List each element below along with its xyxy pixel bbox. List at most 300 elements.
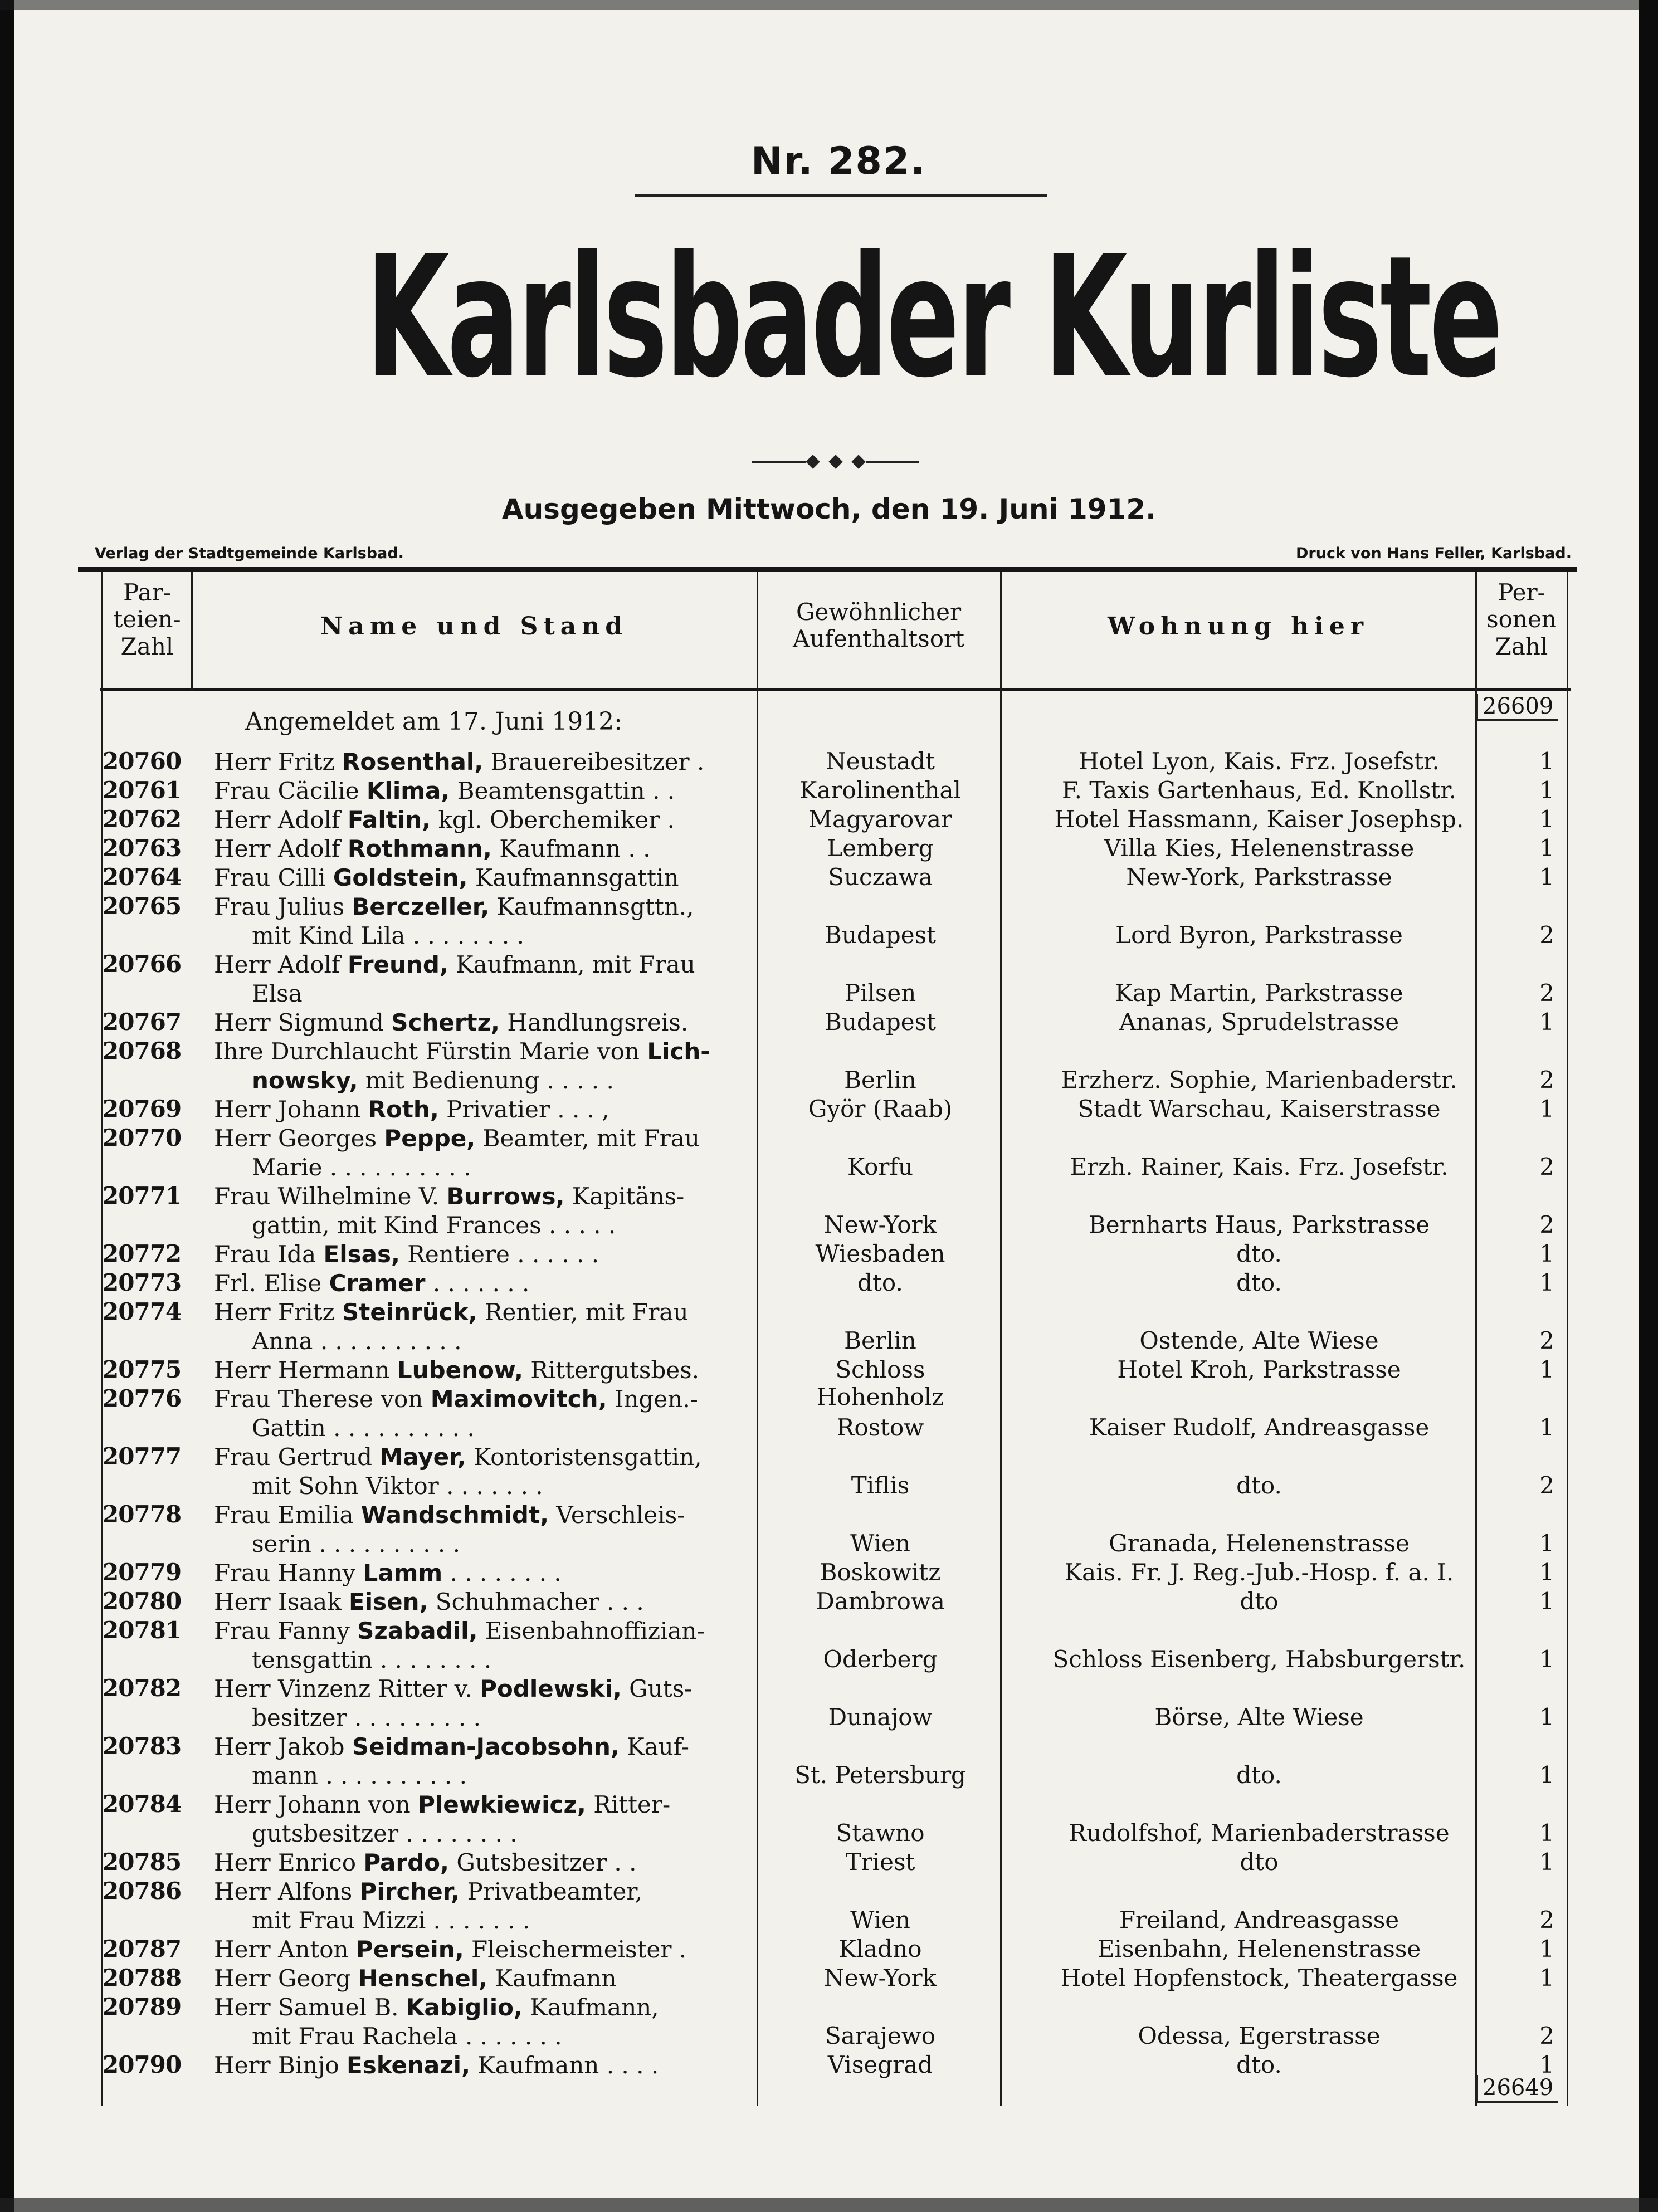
party-number: 20773 — [103, 1269, 182, 1296]
header-persons-l2: sonen — [1486, 606, 1557, 633]
party-number: 20786 — [103, 1877, 182, 1905]
home-town: dto. — [857, 1269, 903, 1296]
guest-name-line — [214, 979, 754, 1008]
party-number: 20774 — [103, 1298, 182, 1325]
residence: dto. — [1236, 1269, 1282, 1296]
guest-name — [214, 1008, 754, 1037]
person-count: 1 — [1539, 1095, 1554, 1122]
guest-surname: Berczeller, — [352, 893, 490, 920]
column-rule — [1000, 572, 1002, 2106]
person-count: 1 — [1539, 1761, 1554, 1789]
person-count: 1 — [1539, 2051, 1554, 2078]
guest-name-part: Herr Hermann — [214, 1356, 397, 1384]
person-count: 2 — [1539, 921, 1554, 949]
guest-name-line — [214, 1877, 754, 1906]
guest-name-part: Fleischermeister . — [464, 1936, 687, 1963]
guest-surname: Klima, — [366, 777, 450, 804]
guest-name-line — [214, 1588, 754, 1617]
header-residence: Wohnung hier — [1107, 612, 1369, 641]
guest-name-part: serin . . . . . . . . . . — [252, 1530, 460, 1557]
guest-name-part: Rittergutsbes. — [523, 1356, 700, 1384]
person-count: 1 — [1539, 1240, 1554, 1267]
guest-name-part: . . . . . . . . — [442, 1559, 562, 1586]
guest-surname: Pardo, — [363, 1849, 449, 1876]
guest-name-part: Brauereibesitzer . — [483, 748, 705, 775]
guest-name — [214, 1790, 754, 1848]
guest-name-line — [214, 1414, 754, 1443]
person-count: 2 — [1539, 2022, 1554, 2049]
grand-total: 26649 — [1476, 2075, 1558, 2103]
guest-name-part: Frau Cilli — [214, 864, 333, 891]
guest-surname: Elsas, — [323, 1241, 400, 1268]
table-top-rule — [78, 567, 1577, 572]
guest-name-part: mann . . . . . . . . . . — [252, 1762, 467, 1789]
guest-name-line — [214, 1645, 754, 1674]
guest-name-part: Herr Alfons — [214, 1878, 360, 1905]
guest-surname: Mayer, — [379, 1443, 466, 1471]
person-count: 1 — [1539, 777, 1554, 804]
guest-name-part: Frau Cäcilie — [214, 777, 367, 804]
guest-name-part: Herr Jakob — [214, 1733, 352, 1760]
party-number: 20784 — [103, 1790, 182, 1818]
party-number: 20777 — [103, 1443, 182, 1470]
home-town: St. Petersburg — [794, 1761, 966, 1789]
guest-surname: Burrows, — [446, 1183, 565, 1210]
guest-name-line — [214, 748, 754, 777]
guest-name-line — [214, 1761, 754, 1790]
guest-name-part: Kaufmann, mit Frau — [448, 951, 695, 978]
person-count: 1 — [1539, 805, 1554, 833]
person-count: 1 — [1539, 1414, 1554, 1441]
guest-name-line — [214, 1703, 754, 1732]
guest-name-line — [214, 834, 754, 863]
header-origin — [759, 599, 998, 653]
person-count: 1 — [1539, 1269, 1554, 1296]
guest-name-part: gutsbesitzer . . . . . . . . — [252, 1820, 518, 1847]
guest-name-part: Frau Ida — [214, 1241, 324, 1268]
header-name: Name und Stand — [320, 612, 628, 641]
guest-surname: Lubenow, — [397, 1356, 523, 1384]
guest-name — [214, 950, 754, 1008]
masthead-ornament — [752, 460, 919, 463]
guest-name-part: Frau Gertrud — [214, 1443, 380, 1471]
guest-surname: Lamm — [363, 1559, 443, 1586]
guest-name-part: Gutsbesitzer . . — [448, 1849, 637, 1876]
guest-name-part: tensgattin . . . . . . . . — [252, 1646, 492, 1673]
person-count: 1 — [1539, 1935, 1554, 1962]
home-town: Pilsen — [844, 979, 916, 1007]
party-number: 20769 — [103, 1095, 182, 1122]
guest-name — [214, 1124, 754, 1182]
guest-name-line — [214, 1964, 754, 1993]
home-town: Karolinenthal — [799, 777, 961, 804]
guest-surname: Wandschmidt, — [360, 1501, 549, 1529]
residence: New-York, Parkstrasse — [1126, 863, 1392, 891]
guest-surname: Freund, — [347, 951, 448, 978]
guest-name-part: Eisenbahnoffizian- — [477, 1617, 705, 1644]
guest-name — [214, 1617, 754, 1674]
party-number: 20766 — [103, 950, 182, 978]
person-count: 1 — [1539, 1848, 1554, 1876]
party-number: 20775 — [103, 1356, 182, 1383]
guest-name-line — [214, 1240, 754, 1269]
person-count: 1 — [1539, 1008, 1554, 1036]
guest-surname: Eisen, — [349, 1588, 428, 1615]
scan-edge-right — [1639, 0, 1658, 2212]
guest-name-line — [214, 1501, 754, 1530]
guest-name — [214, 2051, 754, 2080]
party-number: 20787 — [103, 1935, 182, 1962]
party-number: 20781 — [103, 1617, 182, 1644]
scan-edge-bottom — [0, 2198, 1658, 2212]
header-persons-l1: Per- — [1498, 579, 1545, 606]
guest-surname: Henschel, — [358, 1965, 488, 1992]
ornament-diamond — [828, 455, 842, 468]
home-town: Sarajewo — [825, 2022, 936, 2049]
party-number: 20762 — [103, 805, 182, 833]
guest-name — [214, 1269, 754, 1298]
guest-name — [214, 1443, 754, 1501]
residence: Villa Kies, Helenenstrasse — [1104, 834, 1415, 862]
party-number: 20790 — [103, 2051, 182, 2078]
guest-name-part: Ritter- — [586, 1791, 671, 1818]
guest-name-part: Kaufmannsgattin — [467, 864, 679, 891]
ornament-diamond — [806, 455, 820, 468]
residence: Börse, Alte Wiese — [1154, 1703, 1364, 1731]
residence: F. Taxis Gartenhaus, Ed. Knollstr. — [1061, 777, 1457, 804]
residence: Ananas, Sprudelstrasse — [1119, 1008, 1399, 1036]
person-count: 1 — [1539, 748, 1554, 775]
home-town: Magyarovar — [808, 805, 952, 833]
residence: Eisenbahn, Helenenstrasse — [1097, 1935, 1421, 1962]
party-number: 20771 — [103, 1182, 182, 1209]
carry-forward-total: 26609 — [1476, 694, 1558, 721]
residence: Erzh. Rainer, Kais. Frz. Josefstr. — [1070, 1153, 1449, 1180]
guest-name-part: Herr Johann von — [214, 1791, 418, 1818]
guest-name — [214, 1559, 754, 1588]
party-number: 20778 — [103, 1501, 182, 1528]
guest-surname: Persein, — [355, 1936, 464, 1963]
guest-name-part: Herr Anton — [214, 1936, 356, 1963]
guest-name — [214, 1385, 754, 1443]
guest-surname: Peppe, — [384, 1125, 476, 1152]
person-count: 2 — [1539, 1472, 1554, 1499]
header-party-count — [104, 579, 191, 660]
guest-surname: Rosenthal, — [342, 748, 484, 775]
guest-name-part: Kauf- — [619, 1733, 689, 1760]
residence: dto. — [1236, 1761, 1282, 1789]
party-number: 20782 — [103, 1674, 182, 1702]
header-origin-l2: Aufenthaltsort — [793, 625, 964, 653]
guest-name-line — [214, 1443, 754, 1472]
guest-name-line — [214, 1472, 754, 1501]
guest-name-line — [214, 2051, 754, 2080]
residence: Rudolfshof, Marienbaderstrasse — [1069, 1819, 1450, 1847]
home-town: Boskowitz — [820, 1559, 941, 1586]
party-number: 20770 — [103, 1124, 182, 1151]
guest-name-line — [214, 777, 754, 805]
person-count: 1 — [1539, 1819, 1554, 1847]
home-town: Oderberg — [823, 1645, 938, 1673]
guest-name-part: Kaufmann . . — [491, 835, 651, 862]
guest-surname: nowsky, — [252, 1067, 358, 1094]
residence: Kap Martin, Parkstrasse — [1115, 979, 1403, 1007]
guest-name — [214, 1501, 754, 1559]
guest-name-part: mit Bedienung . . . . . — [358, 1067, 614, 1094]
home-town: Budapest — [824, 1008, 936, 1036]
header-party-l3: Zahl — [120, 632, 174, 660]
guest-name-line — [214, 950, 754, 979]
person-count: 1 — [1539, 1703, 1554, 1731]
guest-name-line — [214, 1674, 754, 1703]
issue-rule — [635, 194, 1047, 197]
ornament-diamond — [851, 455, 865, 468]
guest-name — [214, 805, 754, 834]
guest-name-part: Herr Fritz — [214, 1298, 342, 1326]
residence: Kais. Fr. J. Reg.-Jub.-Hosp. f. a. I. — [1064, 1559, 1454, 1586]
guest-surname: Maximovitch, — [430, 1385, 607, 1413]
home-town: Budapest — [824, 921, 936, 949]
guest-name-part: Marie . . . . . . . . . . — [252, 1154, 471, 1181]
guest-name — [214, 1182, 754, 1240]
guest-name-line — [214, 1298, 754, 1327]
guest-name-part: . . . . . . . — [425, 1269, 530, 1297]
guest-name-part: Herr Isaak — [214, 1588, 349, 1615]
guest-name-part: Kaufmann — [487, 1965, 617, 1992]
guest-name-part: Frl. Elise — [214, 1269, 329, 1297]
guest-name-line — [214, 1269, 754, 1298]
party-number: 20772 — [103, 1240, 182, 1267]
party-number: 20761 — [103, 777, 182, 804]
masthead-title — [145, 212, 1593, 423]
guest-name-part: mit Frau Mizzi . . . . . . . — [252, 1907, 530, 1934]
guest-name — [214, 1993, 754, 2051]
guest-surname: Pircher, — [359, 1878, 460, 1905]
guest-name-part: Kaufmann, — [522, 1994, 659, 2021]
guest-name-line — [214, 1732, 754, 1761]
home-town: New-York — [823, 1964, 937, 1991]
scan-edge-top — [0, 0, 1658, 10]
guest-name-part: Beamtensgattin . . — [450, 777, 675, 804]
issue-number: Nr. 282. — [750, 139, 926, 183]
residence: dto. — [1236, 2051, 1282, 2078]
person-count: 2 — [1539, 1906, 1554, 1933]
person-count: 1 — [1539, 1964, 1554, 1991]
party-number: 20768 — [103, 1037, 182, 1065]
guest-name — [214, 1240, 754, 1269]
guest-name-line — [214, 2022, 754, 2051]
home-town: Wien — [850, 1530, 910, 1557]
guest-name-line — [214, 1993, 754, 2022]
header-party-l2: teien- — [113, 606, 181, 633]
party-number: 20785 — [103, 1848, 182, 1876]
guest-name-line — [214, 921, 754, 950]
guest-name-part: Frau Julius — [214, 893, 352, 920]
guest-name-part: Kaufmannsgttn., — [489, 893, 694, 920]
guest-name-line — [214, 1095, 754, 1124]
guest-name-line — [214, 1385, 754, 1414]
guest-surname: Plewkiewicz, — [418, 1791, 586, 1818]
guest-name-line — [214, 1124, 754, 1153]
home-town: Neustadt — [826, 748, 935, 775]
home-town: New-York — [823, 1211, 937, 1238]
header-persons — [1477, 579, 1566, 660]
guest-name — [214, 1037, 754, 1095]
person-count: 1 — [1539, 863, 1554, 891]
person-count: 1 — [1539, 1588, 1554, 1615]
guest-name-part: Herr Binjo — [214, 2052, 347, 2079]
home-town: Györ (Raab) — [808, 1095, 953, 1122]
guest-surname: Faltin, — [347, 806, 431, 833]
residence: Kaiser Rudolf, Andreasgasse — [1089, 1414, 1430, 1441]
issue-date: Ausgegeben Mittwoch, den 19. Juni 1912. — [501, 493, 1157, 525]
guest-surname: Rothmann, — [347, 835, 492, 862]
guest-name-part: Anna . . . . . . . . . . — [252, 1327, 462, 1355]
guest-name-line — [214, 863, 754, 892]
guest-name — [214, 892, 754, 950]
home-town: Berlin — [844, 1327, 916, 1354]
guest-name-line — [214, 1819, 754, 1848]
guest-name-part: Frau Hanny — [214, 1559, 363, 1586]
party-number: 20767 — [103, 1008, 182, 1036]
residence: Freiland, Andreasgasse — [1119, 1906, 1399, 1933]
residence: Erzherz. Sophie, Marienbaderstr. — [1061, 1066, 1457, 1093]
residence: Granada, Helenenstrasse — [1109, 1530, 1410, 1557]
column-rule — [757, 572, 758, 2106]
guest-name-part: Kontoristensgattin, — [466, 1443, 702, 1471]
guest-name — [214, 748, 754, 777]
person-count: 2 — [1539, 1066, 1554, 1093]
residence: Bernharts Haus, Parkstrasse — [1088, 1211, 1430, 1238]
guest-name — [214, 834, 754, 863]
guest-name-part: Ihre Durchlaucht Fürstin Marie von — [214, 1038, 647, 1065]
guest-name-line — [214, 1182, 754, 1211]
table-header-rule — [100, 688, 1571, 691]
guest-name-part: mit Sohn Viktor . . . . . . . — [252, 1472, 543, 1500]
guest-surname: Roth, — [368, 1096, 439, 1123]
guest-name-part: Herr Fritz — [214, 748, 342, 775]
guest-name-part: Schuhmacher . . . — [428, 1588, 644, 1615]
home-town: Lemberg — [827, 834, 934, 862]
guest-name — [214, 777, 754, 805]
guest-surname: Goldstein, — [333, 864, 468, 891]
guest-name — [214, 1848, 754, 1877]
guest-surname: Seidman-Jacobsohn, — [352, 1733, 620, 1760]
home-town: Suczawa — [828, 863, 933, 891]
guest-name-part: Verschleis- — [549, 1501, 685, 1529]
guest-name — [214, 1588, 754, 1617]
guest-name-line — [214, 1356, 754, 1385]
residence: Schloss Eisenberg, Habsburgerstr. — [1052, 1645, 1466, 1673]
guest-name-line — [214, 1935, 754, 1964]
guest-name-part: Herr Johann — [214, 1096, 368, 1123]
home-town: Dambrowa — [816, 1588, 945, 1615]
guest-surname: Eskenazi, — [347, 2052, 471, 2079]
guest-name-part: Herr Sigmund — [214, 1009, 392, 1036]
home-town: Visegrad — [827, 2051, 933, 2078]
header-persons-l3: Zahl — [1495, 632, 1548, 660]
residence: dto. — [1236, 1472, 1282, 1499]
guest-name-part: Frau Therese von — [214, 1385, 431, 1413]
party-number: 20779 — [103, 1559, 182, 1586]
guest-name-part: mit Frau Rachela . . . . . . . — [252, 2023, 562, 2050]
guest-name-part: Herr Georges — [214, 1125, 384, 1152]
guest-name-part: Handlungsreis. — [499, 1009, 689, 1036]
guest-name-line — [214, 892, 754, 921]
guest-name-part: Herr Vinzenz Ritter v. — [214, 1675, 480, 1702]
guest-name — [214, 863, 754, 892]
guest-surname: Lich- — [647, 1038, 710, 1065]
guest-name-part: Rentiere . . . . . . — [399, 1241, 599, 1268]
party-number: 20783 — [103, 1732, 182, 1760]
guest-name-line — [214, 1327, 754, 1356]
party-number: 20760 — [103, 748, 182, 775]
guest-name-part: Elsa — [252, 980, 303, 1007]
residence: Hotel Lyon, Kais. Frz. Josefstr. — [1079, 748, 1440, 775]
guest-name-line — [214, 1906, 754, 1935]
scan-edge-left — [0, 0, 14, 2212]
home-town: Rostow — [836, 1414, 924, 1441]
guest-name-part: Herr Adolf — [214, 835, 348, 862]
publisher-line: Verlag der Stadtgemeinde Karlsbad. — [95, 545, 404, 562]
guest-name — [214, 1674, 754, 1732]
person-count: 2 — [1539, 979, 1554, 1007]
guest-name-part: Herr Adolf — [214, 806, 348, 833]
home-town: Kladno — [838, 1935, 922, 1962]
guest-name-line — [214, 1530, 754, 1559]
guest-name-line — [214, 1153, 754, 1182]
home-town: Wiesbaden — [815, 1240, 945, 1267]
guest-name-part: Frau Fanny — [214, 1617, 358, 1644]
residence: Hotel Hassmann, Kaiser Josephsp. — [1054, 805, 1464, 833]
guest-name-part: Rentier, mit Frau — [477, 1298, 689, 1326]
header-party-l1: Par- — [123, 579, 171, 606]
ornament-line-right — [866, 461, 919, 463]
guest-name-line — [214, 1066, 754, 1095]
printer-line: Druck von Hans Feller, Karlsbad. — [1296, 545, 1572, 562]
guest-name — [214, 1877, 754, 1935]
party-number: 20780 — [103, 1588, 182, 1615]
residence: Odessa, Egerstrasse — [1138, 2022, 1381, 2049]
party-number: 20789 — [103, 1993, 182, 2020]
residence: dto — [1240, 1848, 1279, 1876]
guest-name-part: Privatbeamter, — [460, 1878, 643, 1905]
guest-name-part: Frau Emilia — [214, 1501, 361, 1529]
guest-name-part: Frau Wilhelmine V. — [214, 1183, 447, 1210]
guest-surname: Szabadil, — [357, 1617, 478, 1644]
person-count: 1 — [1539, 1559, 1554, 1586]
guest-name-line — [214, 1617, 754, 1645]
guest-name-line — [214, 1008, 754, 1037]
guest-name-part: besitzer . . . . . . . . . — [252, 1704, 481, 1731]
guest-surname: Cramer — [329, 1269, 426, 1297]
guest-name-part: Kapitäns- — [564, 1183, 685, 1210]
guest-surname: Podlewski, — [480, 1675, 622, 1702]
party-number: 20763 — [103, 834, 182, 862]
home-town: Schloss Hohenholz — [816, 1356, 944, 1410]
residence: Ostende, Alte Wiese — [1139, 1327, 1379, 1354]
person-count: 1 — [1539, 1356, 1554, 1383]
guest-name-part: Herr Adolf — [214, 951, 348, 978]
guest-surname: Kabiglio, — [406, 1994, 523, 2021]
person-count: 2 — [1539, 1327, 1554, 1354]
guest-name — [214, 1732, 754, 1790]
guest-name — [214, 1298, 754, 1356]
guest-name — [214, 1935, 754, 1964]
party-number: 20776 — [103, 1385, 182, 1412]
guest-name-line — [214, 1848, 754, 1877]
residence: Lord Byron, Parkstrasse — [1115, 921, 1403, 949]
